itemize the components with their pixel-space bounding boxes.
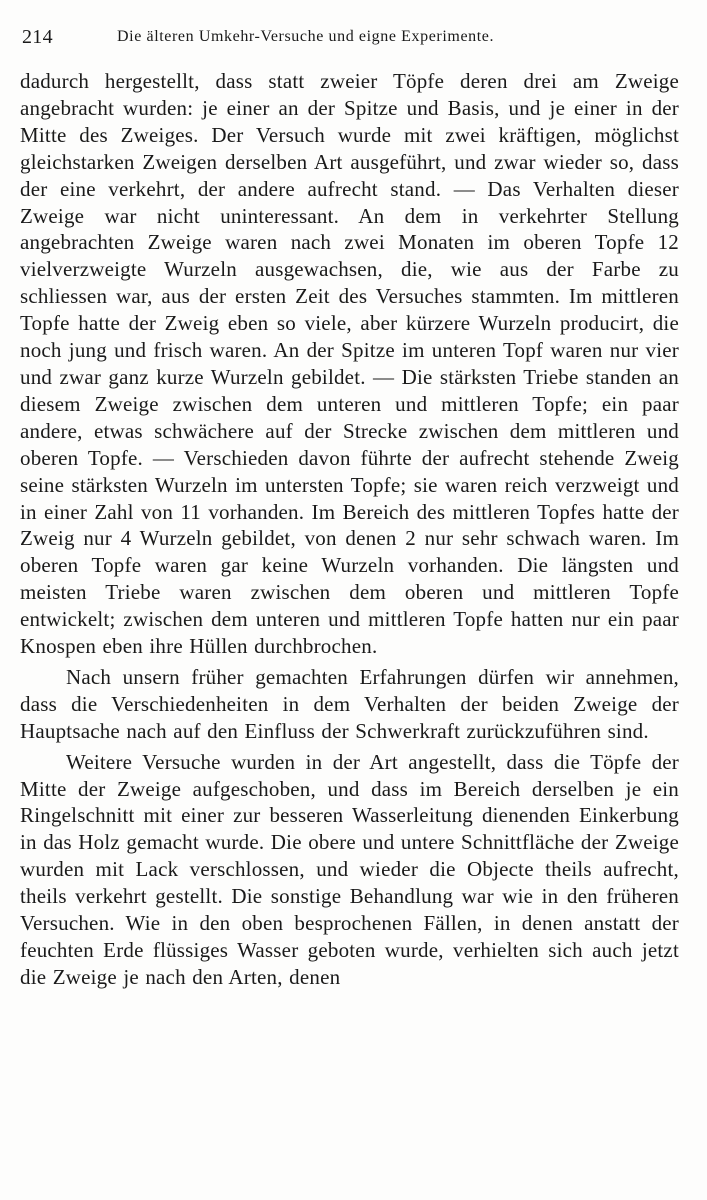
paragraph: Weitere Versuche wurden in der Art angestellt, dass die Töpfe der Mitte der Zweige aufgeschoben, und dass im Bereich derselben je ein Ringelschnitt mit einer zur besseren Wasserleitung dienenden Einkerbung in das Holz gemacht wurde. Die obere und untere Schnittfläche der Zweige wurden mit Lack verschlossen, und wieder die Objecte theils aufrecht, theils verkehrt gestellt. Die sonstige Behandlung war wie in den früheren Versuchen. Wie in den oben besprochenen Fällen, in denen anstatt der feuchten Erde flüssiges Wasser geboten wurde, verhielten sich auch jetzt die Zweige je nach den Arten, denen — [20, 749, 679, 989]
running-title: Die älteren Umkehr-Versuche und eigne Experimente. — [117, 28, 495, 45]
paragraph: Nach unsern früher gemachten Erfahrungen dürfen wir annehmen, dass die Verschiedenheiten in dem Verhalten der beiden Zweige der Hauptsache nach auf den Einfluss der Schwerkraft zurückzuführen sind. — [20, 664, 679, 743]
body-text — [20, 68, 679, 995]
paragraph-continued: dadurch hergestellt, dass statt zweier Töpfe deren drei am Zweige angebracht wurden: je einer an der Spitze und Basis, und je einer in der Mitte des Zweiges. Der Versuch wurde mit zwei kräftigen, möglichst gleichstarken Zweigen derselben Art ausgeführt, und zwar wieder so, dass der eine verkehrt, der andere aufrecht stand. — Das Verhalten dieser Zweige war nicht uninteressant. An dem in verkehrter Stellung angebrachten Zweige waren nach zwei Monaten im oberen Topfe 12 vielverzweigte Wurzeln ausgewachsen, die, wie aus der Farbe zu schliessen war, aus der ersten Zeit des Versuches stammten. Im mittleren Topfe hatte der Zweig eben so viele, aber kürzere Wurzeln producirt, die noch jung und frisch waren. An der Spitze im unteren Topf waren nur vier und zwar ganz kurze Wurzeln gebildet. — Die stärksten Triebe standen an diesem Zweige zwischen dem unteren und mittleren Topfe; ein paar andere, etwas schwächere auf der Strecke zwischen dem mittleren und oberen Topfe. — Verschieden davon führte der aufrecht stehende Zweig seine stärksten Wurzeln im untersten Topfe; sie waren reich verzweigt und in einer Zahl von 11 vorhanden. Im Bereich des mittleren Topfes hatte der Zweig nur 4 Wurzeln gebildet, von denen 2 nur sehr schwach waren. Im oberen Topfe waren gar keine Wurzeln vorhanden. Die längsten und meisten Triebe waren zwischen dem oberen und mittleren Topfe entwickelt; zwischen dem unteren und mittleren Topfe hatten nur ein paar Knospen eben ihre Hüllen durchbrochen. — [20, 69, 679, 659]
page-number: 214 — [22, 26, 53, 48]
running-head — [22, 26, 679, 54]
